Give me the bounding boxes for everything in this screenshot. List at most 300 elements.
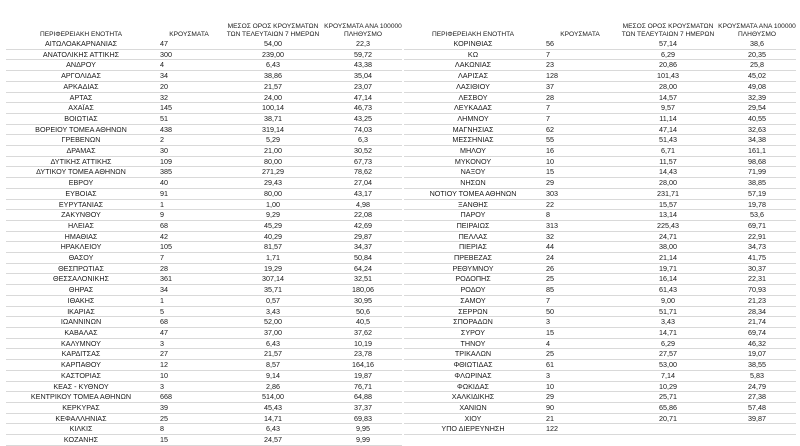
avg-7-days-cell: 14,71: [618, 327, 718, 338]
cases-cell: 105: [156, 242, 222, 253]
per-100000-cell: 32,63: [718, 124, 796, 135]
avg-7-days-cell: 1,71: [222, 253, 324, 264]
avg-7-days-cell: 57,14: [618, 39, 718, 49]
avg-7-days-cell: 9,00: [618, 295, 718, 306]
cases-cell: 313: [542, 220, 618, 231]
region-cell: ΗΡΑΚΛΕΙΟΥ: [6, 242, 156, 253]
cases-cell: 300: [156, 49, 222, 60]
table-row: [6, 360, 402, 371]
region-cell: ΧΙΟΥ: [404, 413, 542, 424]
region-cell: ΗΛΕΙΑΣ: [6, 220, 156, 231]
per-100000-cell: 27,04: [324, 178, 402, 189]
table-header-row: [6, 16, 402, 39]
avg-7-days-cell: 6,43: [222, 424, 324, 435]
region-cell: ΙΚΑΡΙΑΣ: [6, 306, 156, 317]
region-cell: ΚΕΑΣ - ΚΥΘΝΟΥ: [6, 381, 156, 392]
per-100000-cell: 23,07: [324, 81, 402, 92]
cases-cell: 56: [542, 39, 618, 49]
per-100000-cell: 46,73: [324, 103, 402, 114]
per-100000-cell: 78,62: [324, 167, 402, 178]
per-100000-cell: 19,07: [718, 349, 796, 360]
per-100000-cell: 57,48: [718, 402, 796, 413]
cases-cell: 23: [542, 60, 618, 71]
per-100000-cell: 39,87: [718, 413, 796, 424]
table-row: [404, 135, 796, 146]
cases-cell: 40: [156, 178, 222, 189]
avg-7-days-cell: 271,29: [222, 167, 324, 178]
per-100000-cell: 70,93: [718, 285, 796, 296]
avg-7-days-cell: 61,43: [618, 285, 718, 296]
cases-cell: 10: [542, 381, 618, 392]
avg-7-days-cell: 8,57: [222, 360, 324, 371]
table-row: [6, 156, 402, 167]
avg-7-days-cell: 47,14: [618, 124, 718, 135]
avg-7-days-cell: 2,86: [222, 381, 324, 392]
cases-cell: 30: [156, 146, 222, 157]
region-cell: ΑΝΔΡΟΥ: [6, 60, 156, 71]
cases-cell: 62: [542, 124, 618, 135]
cases-cell: 42: [156, 231, 222, 242]
cases-cell: 109: [156, 156, 222, 167]
cases-cell: 15: [542, 327, 618, 338]
cases-cell: 4: [156, 60, 222, 71]
cases-cell: 29: [542, 392, 618, 403]
avg-7-days-cell: 0,57: [222, 295, 324, 306]
per-100000-cell: 29,54: [718, 103, 796, 114]
region-cell: ΚΑΡΔΙΤΣΑΣ: [6, 349, 156, 360]
per-100000-cell: 50,84: [324, 253, 402, 264]
region-cell: ΚΙΛΚΙΣ: [6, 424, 156, 435]
region-cell: ΜΑΓΝΗΣΙΑΣ: [404, 124, 542, 135]
per-100000-cell: 43,17: [324, 188, 402, 199]
per-100000-cell: 46,32: [718, 338, 796, 349]
table-row: [6, 220, 402, 231]
region-cell: ΑΡΚΑΔΙΑΣ: [6, 81, 156, 92]
header-region: ΠΕΡΙΦΕΡΕΙΑΚΗ ΕΝΟΤΗΤΑ: [431, 31, 515, 38]
region-cell: ΞΑΝΘΗΣ: [404, 199, 542, 210]
per-100000-cell: 40,55: [718, 113, 796, 124]
table-row: [6, 295, 402, 306]
table-row: [404, 220, 796, 231]
region-cell: ΤΗΝΟΥ: [404, 338, 542, 349]
avg-7-days-cell: 29,43: [222, 178, 324, 189]
region-cell: ΝΟΤΙΟΥ ΤΟΜΕΑ ΑΘΗΝΩΝ: [404, 188, 542, 199]
table-row: [6, 113, 402, 124]
region-cell: ΡΕΘΥΜΝΟΥ: [404, 263, 542, 274]
avg-7-days-cell: 45,29: [222, 220, 324, 231]
cases-cell: 3: [156, 381, 222, 392]
cases-cell: 7: [156, 253, 222, 264]
avg-7-days-cell: 3,43: [618, 317, 718, 328]
per-100000-cell: 29,87: [324, 231, 402, 242]
table-row: [404, 39, 796, 49]
region-cell: ΑΙΤΩΛΟΑΚΑΡΝΑΝΙΑΣ: [6, 39, 156, 49]
region-cell: ΒΟΡΕΙΟΥ ΤΟΜΕΑ ΑΘΗΝΩΝ: [6, 124, 156, 135]
per-100000-cell: 69,83: [324, 413, 402, 424]
table-row: [6, 231, 402, 242]
avg-7-days-cell: 38,86: [222, 71, 324, 82]
region-cell: ΠΙΕΡΙΑΣ: [404, 242, 542, 253]
cases-cell: 25: [542, 274, 618, 285]
table-row: [404, 274, 796, 285]
table-row: [6, 135, 402, 146]
cases-cell: 28: [542, 92, 618, 103]
table-row: [6, 188, 402, 199]
cases-cell: 90: [542, 402, 618, 413]
cases-cell: 2: [156, 135, 222, 146]
per-100000-cell: 37,37: [324, 402, 402, 413]
per-100000-cell: 34,37: [324, 242, 402, 253]
region-cell: ΠΕΛΛΑΣ: [404, 231, 542, 242]
avg-7-days-cell: 6,29: [618, 49, 718, 60]
per-100000-cell: 45,02: [718, 71, 796, 82]
avg-7-days-cell: 1,00: [222, 199, 324, 210]
per-100000-cell: 6,3: [324, 135, 402, 146]
avg-7-days-cell: 319,14: [222, 124, 324, 135]
avg-7-days-cell: 38,00: [618, 242, 718, 253]
table-row: [404, 231, 796, 242]
cases-cell: 34: [156, 71, 222, 82]
avg-7-days-cell: 307,14: [222, 274, 324, 285]
avg-7-days-cell: 231,71: [618, 188, 718, 199]
per-100000-cell: 64,24: [324, 263, 402, 274]
avg-7-days-cell: 53,00: [618, 360, 718, 371]
cases-cell: 1: [156, 199, 222, 210]
avg-7-days-cell: 21,57: [222, 349, 324, 360]
cases-cell: 32: [156, 92, 222, 103]
avg-7-days-cell: 6,43: [222, 60, 324, 71]
cases-cell: 20: [156, 81, 222, 92]
avg-7-days-cell: 35,71: [222, 285, 324, 296]
per-100000-cell: 9,95: [324, 424, 402, 435]
per-100000-cell: 38,6: [718, 39, 796, 49]
avg-7-days-cell: 5,29: [222, 135, 324, 146]
table-row: [404, 392, 796, 403]
region-cell: ΘΗΡΑΣ: [6, 285, 156, 296]
cases-cell: 8: [542, 210, 618, 221]
table-row: [404, 370, 796, 381]
per-100000-cell: 22,91: [718, 231, 796, 242]
table-row: [6, 253, 402, 264]
per-100000-cell: 164,16: [324, 360, 402, 371]
region-cell: ΠΕΙΡΑΙΩΣ: [404, 220, 542, 231]
region-cell: ΜΥΚΟΝΟΥ: [404, 156, 542, 167]
table-row: [6, 124, 402, 135]
cases-cell: 37: [542, 81, 618, 92]
region-cell: ΡΟΔΟΠΗΣ: [404, 274, 542, 285]
table-row: [6, 413, 402, 424]
cases-cell: 668: [156, 392, 222, 403]
cases-cell: 7: [542, 49, 618, 60]
cases-cell: 55: [542, 135, 618, 146]
table-header-row: [404, 16, 796, 39]
avg-7-days-cell: 80,00: [222, 156, 324, 167]
avg-7-days-cell: 40,29: [222, 231, 324, 242]
region-cell: ΕΥΒΟΙΑΣ: [6, 188, 156, 199]
table-row: [6, 285, 402, 296]
cases-cell: 303: [542, 188, 618, 199]
cases-table-right: [404, 16, 796, 435]
table-row: [6, 39, 402, 49]
avg-7-days-cell: 101,43: [618, 71, 718, 82]
region-cell: ΚΑΛΥΜΝΟΥ: [6, 338, 156, 349]
avg-7-days-cell: 3,43: [222, 306, 324, 317]
per-100000-cell: 27,38: [718, 392, 796, 403]
table-row: [6, 103, 402, 114]
per-100000-cell: 10,19: [324, 338, 402, 349]
region-cell: ΛΑΣΙΘΙΟΥ: [404, 81, 542, 92]
cases-cell: 50: [542, 306, 618, 317]
region-cell: ΠΡΕΒΕΖΑΣ: [404, 253, 542, 264]
table-row: [6, 71, 402, 82]
region-cell: ΚΑΣΤΟΡΙΑΣ: [6, 370, 156, 381]
per-100000-cell: 20,35: [718, 49, 796, 60]
cases-cell: 3: [156, 338, 222, 349]
region-cell: ΔΡΑΜΑΣ: [6, 146, 156, 157]
cases-cell: 361: [156, 274, 222, 285]
avg-7-days-cell: 38,71: [222, 113, 324, 124]
cases-cell: 8: [156, 424, 222, 435]
avg-7-days-cell: 65,86: [618, 402, 718, 413]
table-row: [404, 103, 796, 114]
cases-cell: 4: [542, 338, 618, 349]
avg-7-days-cell: 28,00: [618, 81, 718, 92]
table-row: [6, 242, 402, 253]
region-cell: ΛΕΥΚΑΔΑΣ: [404, 103, 542, 114]
per-100000-cell: 21,23: [718, 295, 796, 306]
avg-7-days-cell: 14,57: [618, 92, 718, 103]
table-row: [6, 210, 402, 221]
avg-7-days-cell: 52,00: [222, 317, 324, 328]
region-cell: ΘΕΣΣΑΛΟΝΙΚΗΣ: [6, 274, 156, 285]
region-cell: ΑΝΑΤΟΛΙΚΗΣ ΑΤΤΙΚΗΣ: [6, 49, 156, 60]
cases-cell: 9: [156, 210, 222, 221]
table-row: [404, 146, 796, 157]
per-100000-cell: 22,3: [324, 39, 402, 49]
cases-cell: 85: [542, 285, 618, 296]
region-cell: ΕΒΡΟΥ: [6, 178, 156, 189]
table-row: [6, 327, 402, 338]
table-row: [404, 317, 796, 328]
per-100000-cell: 34,73: [718, 242, 796, 253]
table-row: [404, 124, 796, 135]
region-cell: ΙΩΑΝΝΙΝΩΝ: [6, 317, 156, 328]
region-cell: ΚΕΝΤΡΙΚΟΥ ΤΟΜΕΑ ΑΘΗΝΩΝ: [6, 392, 156, 403]
cases-cell: 29: [542, 178, 618, 189]
cases-cell: 16: [542, 146, 618, 157]
per-100000-cell: 37,62: [324, 327, 402, 338]
region-cell: ΧΑΛΚΙΔΙΚΗΣ: [404, 392, 542, 403]
avg-7-days-cell: 54,00: [222, 39, 324, 49]
cases-cell: 32: [542, 231, 618, 242]
table-row: [404, 413, 796, 424]
region-cell: ΔΥΤΙΚΟΥ ΤΟΜΕΑ ΑΘΗΝΩΝ: [6, 167, 156, 178]
region-cell: ΤΡΙΚΑΛΩΝ: [404, 349, 542, 360]
avg-7-days-cell: 225,43: [618, 220, 718, 231]
avg-7-days-cell: 20,71: [618, 413, 718, 424]
header-per-100000: ΚΡΟΥΣΜΑΤΑ ΑΝΑ 100000 ΠΛΗΘΥΣΜΟ: [324, 23, 402, 38]
region-cell: ΚΟΡΙΝΘΙΑΣ: [404, 39, 542, 49]
table-row: [404, 178, 796, 189]
per-100000-cell: 69,74: [718, 327, 796, 338]
avg-7-days-cell: 24,00: [222, 92, 324, 103]
table-row: [6, 146, 402, 157]
cases-cell: 10: [156, 370, 222, 381]
table-row: [404, 242, 796, 253]
cases-cell: 438: [156, 124, 222, 135]
cases-cell: 47: [156, 39, 222, 49]
header-per-100000: ΚΡΟΥΣΜΑΤΑ ΑΝΑ 100000 ΠΛΗΘΥΣΜΟ: [718, 23, 796, 38]
avg-7-days-cell: 16,14: [618, 274, 718, 285]
region-cell: ΜΗΛΟΥ: [404, 146, 542, 157]
avg-7-days-cell: 7,14: [618, 370, 718, 381]
table-row: [6, 402, 402, 413]
avg-7-days-cell: 21,00: [222, 146, 324, 157]
avg-7-days-cell: 13,14: [618, 210, 718, 221]
region-cell: ΣΥΡΟΥ: [404, 327, 542, 338]
table-row: [404, 156, 796, 167]
table-row: [6, 167, 402, 178]
avg-7-days-cell: 14,71: [222, 413, 324, 424]
avg-7-days-cell: 14,43: [618, 167, 718, 178]
table-row: [404, 188, 796, 199]
avg-7-days-cell: 19,71: [618, 263, 718, 274]
region-cell: ΚΕΡΚΥΡΑΣ: [6, 402, 156, 413]
avg-7-days-cell: 25,71: [618, 392, 718, 403]
cases-cell: 27: [156, 349, 222, 360]
table-row: [404, 92, 796, 103]
region-cell: ΠΑΡΟΥ: [404, 210, 542, 221]
table-row: [404, 81, 796, 92]
avg-7-days-cell: 24,57: [222, 435, 324, 446]
region-cell: ΝΑΞΟΥ: [404, 167, 542, 178]
table-row: [404, 263, 796, 274]
region-cell: ΘΕΣΠΡΩΤΙΑΣ: [6, 263, 156, 274]
table-row: [6, 274, 402, 285]
region-cell: ΛΕΣΒΟΥ: [404, 92, 542, 103]
cases-cell: 28: [156, 263, 222, 274]
cases-table-left: [6, 16, 402, 446]
header-region: ΠΕΡΙΦΕΡΕΙΑΚΗ ΕΝΟΤΗΤΑ: [39, 31, 123, 38]
table-row: [404, 113, 796, 124]
region-cell: ΑΡΤΑΣ: [6, 92, 156, 103]
cases-cell: 7: [542, 113, 618, 124]
avg-7-days-cell: 10,29: [618, 381, 718, 392]
region-cell: ΛΑΚΩΝΙΑΣ: [404, 60, 542, 71]
region-cell: ΘΑΣΟΥ: [6, 253, 156, 264]
avg-7-days-cell: 45,43: [222, 402, 324, 413]
region-cell: ΣΑΜΟΥ: [404, 295, 542, 306]
cases-cell: 22: [542, 199, 618, 210]
table-row: [6, 435, 402, 446]
region-cell: ΕΥΡΥΤΑΝΙΑΣ: [6, 199, 156, 210]
per-100000-cell: 53,6: [718, 210, 796, 221]
table-row: [404, 71, 796, 82]
region-cell: ΒΟΙΩΤΙΑΣ: [6, 113, 156, 124]
table-row: [6, 392, 402, 403]
region-cell: ΣΠΟΡΑΔΩΝ: [404, 317, 542, 328]
table-row: [404, 285, 796, 296]
table-row: [6, 381, 402, 392]
table-row: [6, 178, 402, 189]
cases-cell: 68: [156, 220, 222, 231]
per-100000-cell: 64,88: [324, 392, 402, 403]
table-row: [6, 263, 402, 274]
avg-7-days-cell: 6,29: [618, 338, 718, 349]
per-100000-cell: 43,38: [324, 60, 402, 71]
cases-cell: 51: [156, 113, 222, 124]
avg-7-days-cell: 51,43: [618, 135, 718, 146]
per-100000-cell: 19,87: [324, 370, 402, 381]
cases-cell: 68: [156, 317, 222, 328]
cases-cell: 39: [156, 402, 222, 413]
table-row: [404, 338, 796, 349]
cases-cell: 3: [542, 317, 618, 328]
table-row: [6, 370, 402, 381]
region-cell: ΦΘΙΩΤΙΔΑΣ: [404, 360, 542, 371]
region-cell: ΚΟΖΑΝΗΣ: [6, 435, 156, 446]
per-100000-cell: 69,71: [718, 220, 796, 231]
per-100000-cell: 30,37: [718, 263, 796, 274]
table-row: [404, 253, 796, 264]
region-cell: ΓΡΕΒΕΝΩΝ: [6, 135, 156, 146]
cases-cell: 385: [156, 167, 222, 178]
table-row: [404, 199, 796, 210]
avg-7-days-cell: 239,00: [222, 49, 324, 60]
per-100000-cell: 19,78: [718, 199, 796, 210]
region-cell: ΥΠΟ ΔΙΕΡΕΥΝΗΣΗ: [404, 424, 542, 435]
per-100000-cell: 50,6: [324, 306, 402, 317]
table-row: [404, 60, 796, 71]
per-100000-cell: 76,71: [324, 381, 402, 392]
region-cell: ΝΗΣΩΝ: [404, 178, 542, 189]
region-cell: ΖΑΚΥΝΘΟΥ: [6, 210, 156, 221]
per-100000-cell: 34,38: [718, 135, 796, 146]
region-cell: ΚΩ: [404, 49, 542, 60]
avg-7-days-cell: 80,00: [222, 188, 324, 199]
table-row: [404, 306, 796, 317]
region-cell: ΛΑΡΙΣΑΣ: [404, 71, 542, 82]
cases-cell: 15: [156, 435, 222, 446]
cases-cell: 145: [156, 103, 222, 114]
avg-7-days-cell: 37,00: [222, 327, 324, 338]
per-100000-cell: 22,08: [324, 210, 402, 221]
table-row: [6, 60, 402, 71]
table-row: [6, 338, 402, 349]
table-row: [6, 349, 402, 360]
region-cell: ΙΘΑΚΗΣ: [6, 295, 156, 306]
table-row: [6, 81, 402, 92]
per-100000-cell: 5,83: [718, 370, 796, 381]
avg-7-days-cell: 9,29: [222, 210, 324, 221]
avg-7-days-cell: 6,43: [222, 338, 324, 349]
header-cases: ΚΡΟΥΣΜΑΤΑ: [169, 31, 209, 38]
avg-7-days-cell: 20,86: [618, 60, 718, 71]
avg-7-days-cell: 11,57: [618, 156, 718, 167]
cases-cell: 10: [542, 156, 618, 167]
table-row: [404, 295, 796, 306]
region-cell: ΚΑΡΠΑΘΟΥ: [6, 360, 156, 371]
cases-cell: 25: [542, 349, 618, 360]
per-100000-cell: 25,8: [718, 60, 796, 71]
region-cell: ΣΕΡΡΩΝ: [404, 306, 542, 317]
cases-cell: 3: [542, 370, 618, 381]
per-100000-cell: 42,69: [324, 220, 402, 231]
avg-7-days-cell: 6,71: [618, 146, 718, 157]
per-100000-cell: 30,52: [324, 146, 402, 157]
per-100000-cell: 24,79: [718, 381, 796, 392]
table-row: [6, 92, 402, 103]
